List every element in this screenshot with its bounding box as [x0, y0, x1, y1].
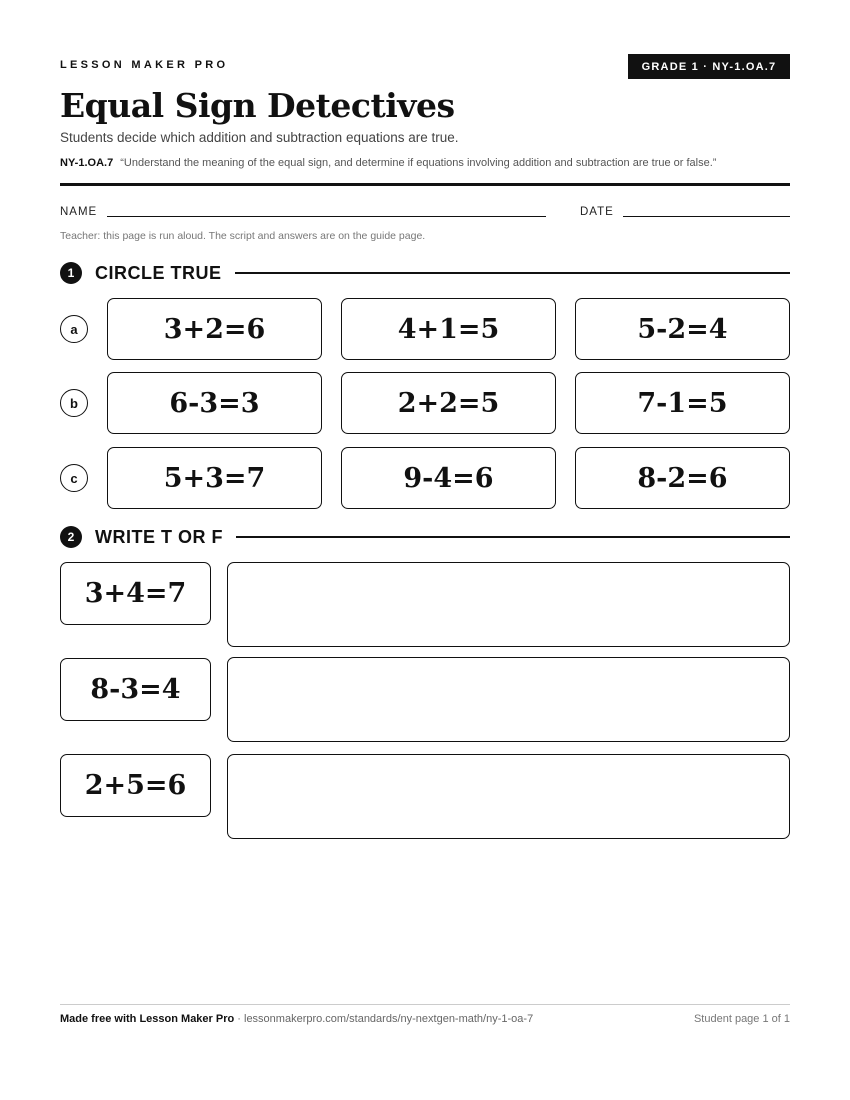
equation-card-b1[interactable]	[107, 372, 322, 434]
equation-text: 8-3=4	[90, 674, 181, 705]
name-field[interactable]	[107, 216, 546, 217]
tf-answer-box-1[interactable]	[227, 562, 790, 647]
row-letter-a: a	[60, 315, 88, 343]
equation-text: 5+3=7	[163, 462, 266, 494]
name-label: NAME	[60, 206, 98, 218]
equation-text: 4+1=5	[397, 313, 500, 345]
footer-url: · lessonmakerpro.com/standards/ny-nextgen-math/ny-1-oa-7	[234, 1013, 534, 1025]
footer-divider	[60, 1004, 790, 1005]
section-1-rule	[235, 272, 791, 274]
section-1-header	[60, 261, 790, 285]
equation-card-a1[interactable]	[107, 298, 322, 360]
section-1-title: CIRCLE TRUE	[95, 262, 222, 283]
footer-made-with: Made free with Lesson Maker Pro	[60, 1013, 235, 1025]
equation-text: 8-2=6	[637, 462, 728, 494]
tf-equation-card-1	[60, 562, 211, 625]
equation-text: 3+4=7	[84, 578, 187, 609]
date-label: DATE	[580, 206, 614, 218]
tf-answer-box-2[interactable]	[227, 657, 790, 742]
equation-card-b3[interactable]	[575, 372, 790, 434]
section-2-number: 2	[60, 526, 82, 548]
page-number: Student page 1 of 1	[693, 1013, 790, 1025]
equation-card-c1[interactable]	[107, 447, 322, 509]
standard-code: NY-1.OA.7	[60, 157, 114, 169]
equation-text: 9-4=6	[403, 462, 494, 494]
equation-text: 2+5=6	[84, 770, 187, 801]
equation-text: 2+2=5	[397, 387, 500, 419]
section-2-header	[60, 525, 790, 549]
equation-text: 3+2=6	[163, 313, 266, 345]
equation-card-a2[interactable]	[341, 298, 556, 360]
footer-credit	[60, 1013, 533, 1025]
section-1-number: 1	[60, 262, 82, 284]
header-divider	[60, 183, 790, 186]
section-2-rule	[236, 536, 790, 538]
equation-text: 5-2=4	[637, 313, 728, 345]
grade-standard-badge: GRADE 1 · NY-1.OA.7	[628, 54, 790, 79]
equation-card-c3[interactable]	[575, 447, 790, 509]
section-2-title: WRITE T OR F	[95, 526, 223, 547]
tf-equation-card-3	[60, 754, 211, 817]
tf-answer-box-3[interactable]	[227, 754, 790, 839]
equation-card-a3[interactable]	[575, 298, 790, 360]
brand-name: LESSON MAKER PRO	[60, 59, 229, 71]
equation-text: 7-1=5	[637, 387, 728, 419]
row-letter-b: b	[60, 389, 88, 417]
tf-equation-card-2	[60, 658, 211, 721]
worksheet-title: Equal Sign Detectives	[60, 86, 455, 125]
teacher-note: Teacher: this page is run aloud. The script and answers are on the guide page.	[60, 230, 426, 242]
standard-text: “Understand the meaning of the equal sign, and determine if equations involving addition and subtraction are true or false.”	[120, 157, 717, 169]
equation-card-b2[interactable]	[341, 372, 556, 434]
standard-statement	[60, 157, 800, 169]
row-letter-c: c	[60, 464, 88, 492]
worksheet-subtitle: Students decide which addition and subtraction equations are true.	[60, 130, 459, 145]
equation-card-c2[interactable]	[341, 447, 556, 509]
equation-text: 6-3=3	[169, 387, 260, 419]
date-field[interactable]	[623, 216, 790, 217]
